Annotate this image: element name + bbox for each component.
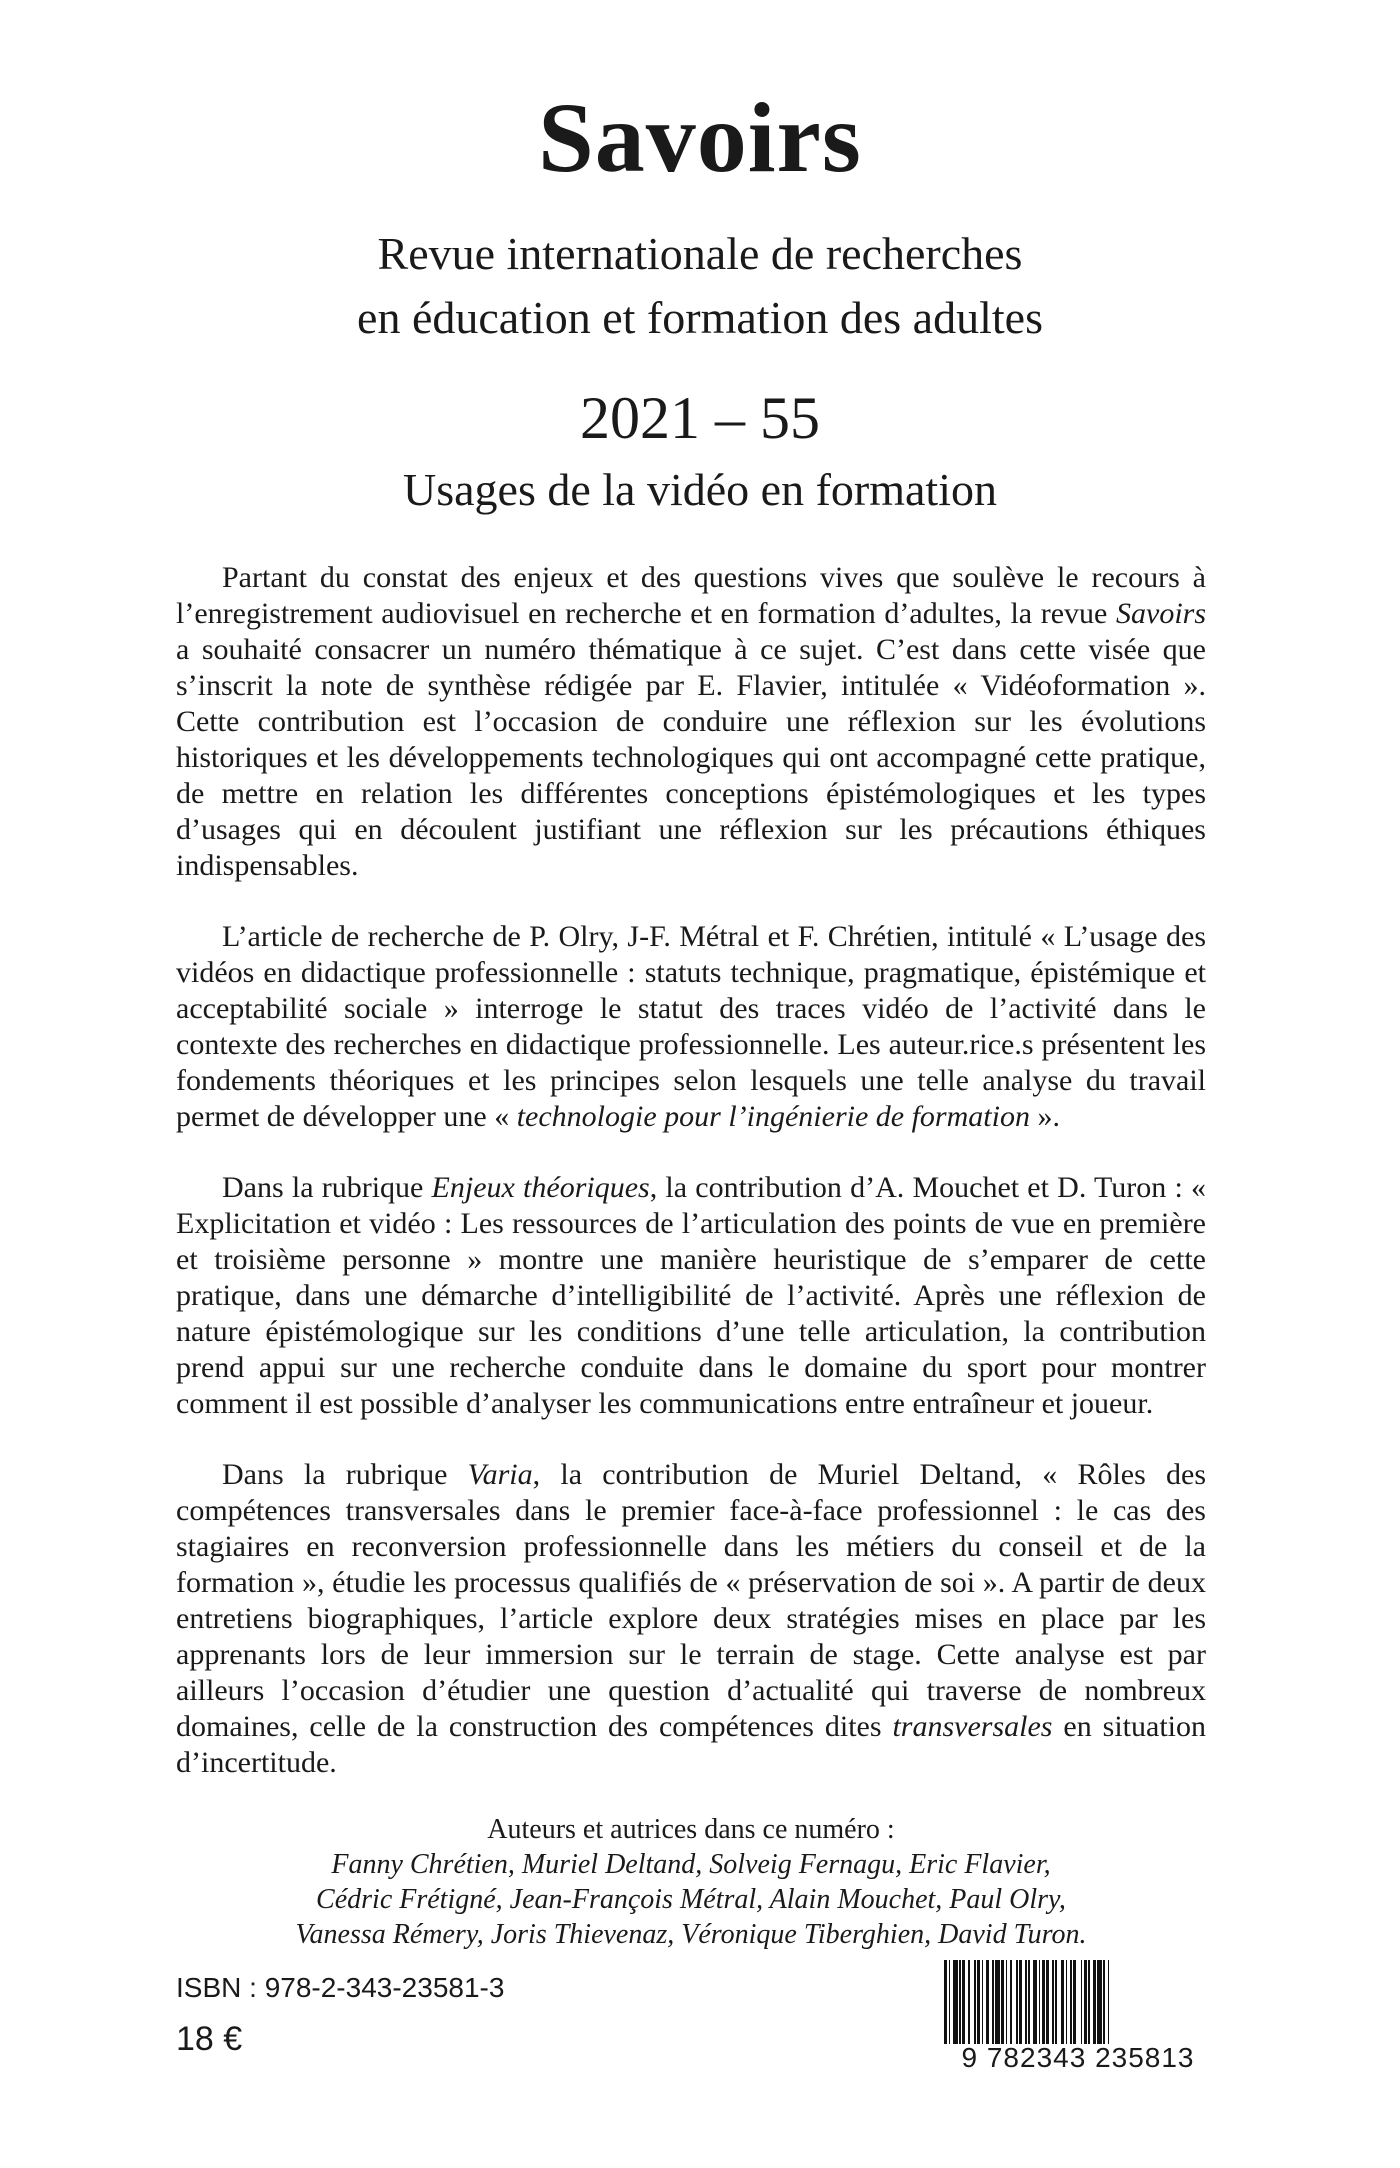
text-run: Dans la rubrique bbox=[222, 1458, 468, 1491]
text-run: , la contribution de Muriel Deltand, « Rôles des compétences transversales dans le premier face-à-face professionnel : le cas des stagiaires en reconversion professionnelle dans les métiers du conseil et de la formation », étudie les processus qualifiés de « préservation de soi ». A partir de deux entretiens biographiques, l’article explore deux stratégies mises en place par les apprenants lors de leur immersion sur le terrain de stage. Cette analyse est par ailleurs l’occasion d’étudier une question d’actualité qui traverse de nombreux domaines, celle de la construction des compétences dites bbox=[176, 1458, 1207, 1743]
issue-theme: Usages de la vidéo en formation bbox=[403, 464, 997, 515]
emphasis: transversales bbox=[892, 1710, 1053, 1743]
paragraph-3 bbox=[176, 1170, 1206, 1422]
price: 18 € bbox=[176, 2020, 243, 2058]
text-run: en situation d’incertitude. bbox=[176, 1710, 1206, 1779]
subtitle-line-2: en éducation et formation des adultes bbox=[357, 292, 1043, 343]
text-run: ». bbox=[1029, 1100, 1060, 1133]
barcode-digits: 9 782343 235813 bbox=[961, 2042, 1195, 2073]
text-run: Dans la rubrique bbox=[222, 1171, 432, 1204]
emphasis: Varia bbox=[467, 1458, 533, 1491]
text-run: a souhaité consacrer un numéro thématique à ce sujet. C’est dans cette visée que s’inscrit la note de synthèse rédigée par E. Flavier, intitulée « Vidéoformation ». Cette contribution est l’occasion de conduire une réflexion sur les évolutions historiques et les développements technologiques qui ont accompagné cette pratique, de mettre en relation les différentes conceptions épistémologiques et les types d’usages qui en découlent justifiant une réflexion sur les précautions éthiques indispensables. bbox=[176, 633, 1206, 882]
authors-block bbox=[176, 1812, 1206, 1952]
isbn: ISBN : 978-2-343-23581-3 bbox=[176, 1972, 505, 2003]
authors-label: Auteurs et autrices dans ce numéro : bbox=[487, 1814, 895, 1845]
authors-line-1: Fanny Chrétien, Muriel Deltand, Solveig Fernagu, Eric Flavier, bbox=[331, 1849, 1051, 1880]
subtitle-line-1: Revue internationale de recherches bbox=[377, 228, 1023, 279]
paragraph-1 bbox=[176, 560, 1206, 884]
text-run: L’article de recherche de P. Olry, J-F. Métral et F. Chrétien, intitulé « L’usage des vidéos en didactique professionnelle : statuts technique, pragmatique, épistémique et acceptabilité sociale » interroge le statut des traces vidéo de l’activité dans le contexte des recherches en didactique professionnelle. Les auteur.rice.s présentent les fondements théoriques et les principes selon lesquels une telle analyse du travail permet de développer une « bbox=[176, 920, 1206, 1133]
barcode-bars bbox=[944, 1960, 1212, 2044]
emphasis: Savoirs bbox=[1116, 597, 1206, 630]
authors-line-3: Vanessa Rémery, Joris Thievenaz, Véronique Tiberghien, David Turon. bbox=[295, 1919, 1087, 1950]
issue-number: 2021 – 55 bbox=[580, 385, 820, 451]
paragraph-2 bbox=[176, 919, 1206, 1135]
barcode bbox=[944, 1960, 1212, 2072]
journal-title: Savoirs bbox=[538, 82, 862, 193]
paragraph-4 bbox=[176, 1457, 1206, 1781]
emphasis: technologie pour l’ingénierie de formation bbox=[516, 1100, 1030, 1133]
barcode-bar bbox=[1109, 1960, 1112, 2044]
text-run: , la contribution d’A. Mouchet et D. Turon : « Explicitation et vidéo : Les ressources de l’articulation des points de vue en première et troisième personne » montre une manière heuristique de s’emparer de cette pratique, dans une démarche d’intelligibilité de l’activité. Après une réflexion de nature épistémologique sur les conditions d’une telle articulation, la contribution prend appui sur une recherche conduite dans le domaine du sport pour montrer comment il est possible d’analyser les communications entre entraîneur et joueur. bbox=[176, 1171, 1206, 1420]
emphasis: Enjeux théoriques bbox=[431, 1171, 650, 1204]
text-run: Partant du constat des enjeux et des questions vives que soulève le recours à l’enregistrement audiovisuel en recherche et en formation d’adultes, la revue bbox=[176, 561, 1206, 630]
authors-line-2: Cédric Frétigné, Jean-François Métral, Alain Mouchet, Paul Olry, bbox=[316, 1884, 1066, 1915]
summary-text bbox=[176, 560, 1206, 1816]
journal-subtitle bbox=[0, 222, 1400, 350]
